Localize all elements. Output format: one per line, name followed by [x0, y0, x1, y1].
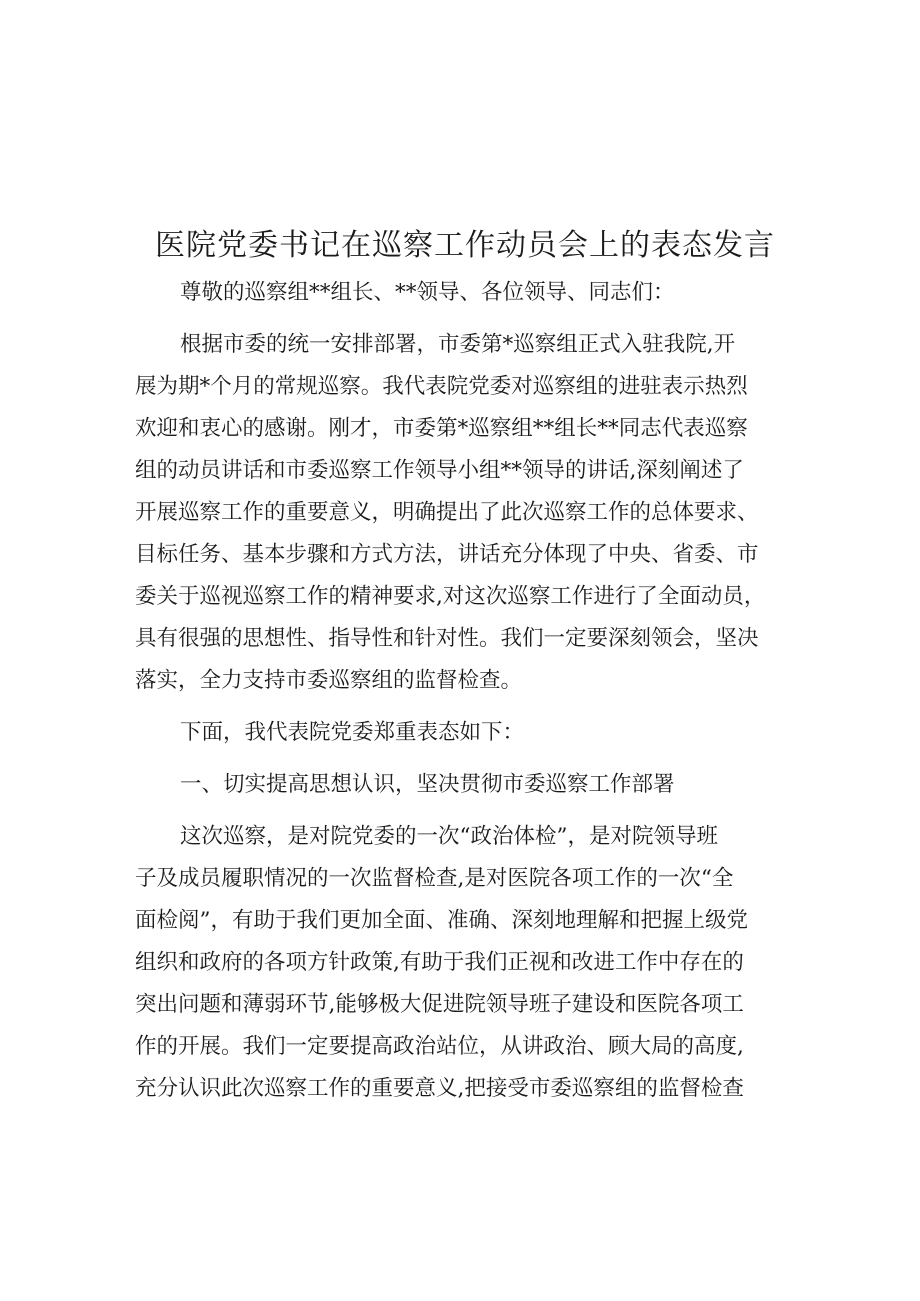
paragraph-line: 突出问题和薄弱环节,能够极大促进院领导班子建设和医院各项工 — [135, 992, 744, 1017]
paragraph-line: 这次巡察，是对院党委的一次“政治体检”，是对院领导班 — [180, 824, 718, 849]
paragraph-2: 下面，我代表院党委郑重表态如下： — [180, 720, 525, 745]
section-heading-1: 一、切实提高思想认识，坚决贯彻市委巡察工作部署 — [180, 772, 675, 797]
document-title: 医院党委书记在巡察工作动员会上的表态发言 — [155, 228, 775, 263]
paragraph-line: 开展巡察工作的重要意义，明确提出了此次巡察工作的总体要求、 — [135, 500, 759, 525]
paragraph-line: 组的动员讲话和市委巡察工作领导小组**领导的讲话,深刻阐述了 — [135, 458, 744, 483]
paragraph-line: 根据市委的统一安排部署，市委第*巡察组正式入驻我院,开 — [180, 332, 736, 357]
paragraph-3 — [135, 816, 795, 1110]
paragraph-line: 组织和政府的各项方针政策,有助于我们正视和改进工作中存在的 — [135, 950, 744, 975]
paragraph-line: 作的开展。我们一定要提高政治站位，从讲政治、顾大局的高度, — [135, 1034, 744, 1059]
paragraph-line: 欢迎和衷心的感谢。刚才，市委第*巡察组**组长**同志代表巡察 — [135, 416, 748, 441]
paragraph-line: 面检阅”，有助于我们更加全面、准确、深刻地理解和把握上级党 — [135, 908, 748, 933]
paragraph-line: 展为期*个月的常规巡察。我代表院党委对巡察组的进驻表示热烈 — [135, 374, 748, 399]
paragraph-line: 委关于巡视巡察工作的精神要求,对这次巡察工作进行了全面动员， — [135, 584, 766, 609]
salutation: 尊敬的巡察组**组长、**领导、各位领导、同志们： — [180, 280, 675, 305]
paragraph-line: 具有很强的思想性、指导性和针对性。我们一定要深刻领会，坚决 — [135, 626, 759, 651]
document-page — [135, 222, 795, 1110]
paragraph-1 — [135, 324, 795, 702]
paragraph-line: 充分认识此次巡察工作的重要意义,把接受市委巡察组的监督检查 — [135, 1076, 744, 1101]
paragraph-line: 落实，全力支持市委巡察组的监督检查。 — [135, 668, 523, 693]
paragraph-line: 子及成员履职情况的一次监督检查,是对医院各项工作的一次“全 — [135, 866, 734, 891]
paragraph-line: 目标任务、基本步骤和方式方法，讲话充分体现了中央、省委、市 — [135, 542, 759, 567]
